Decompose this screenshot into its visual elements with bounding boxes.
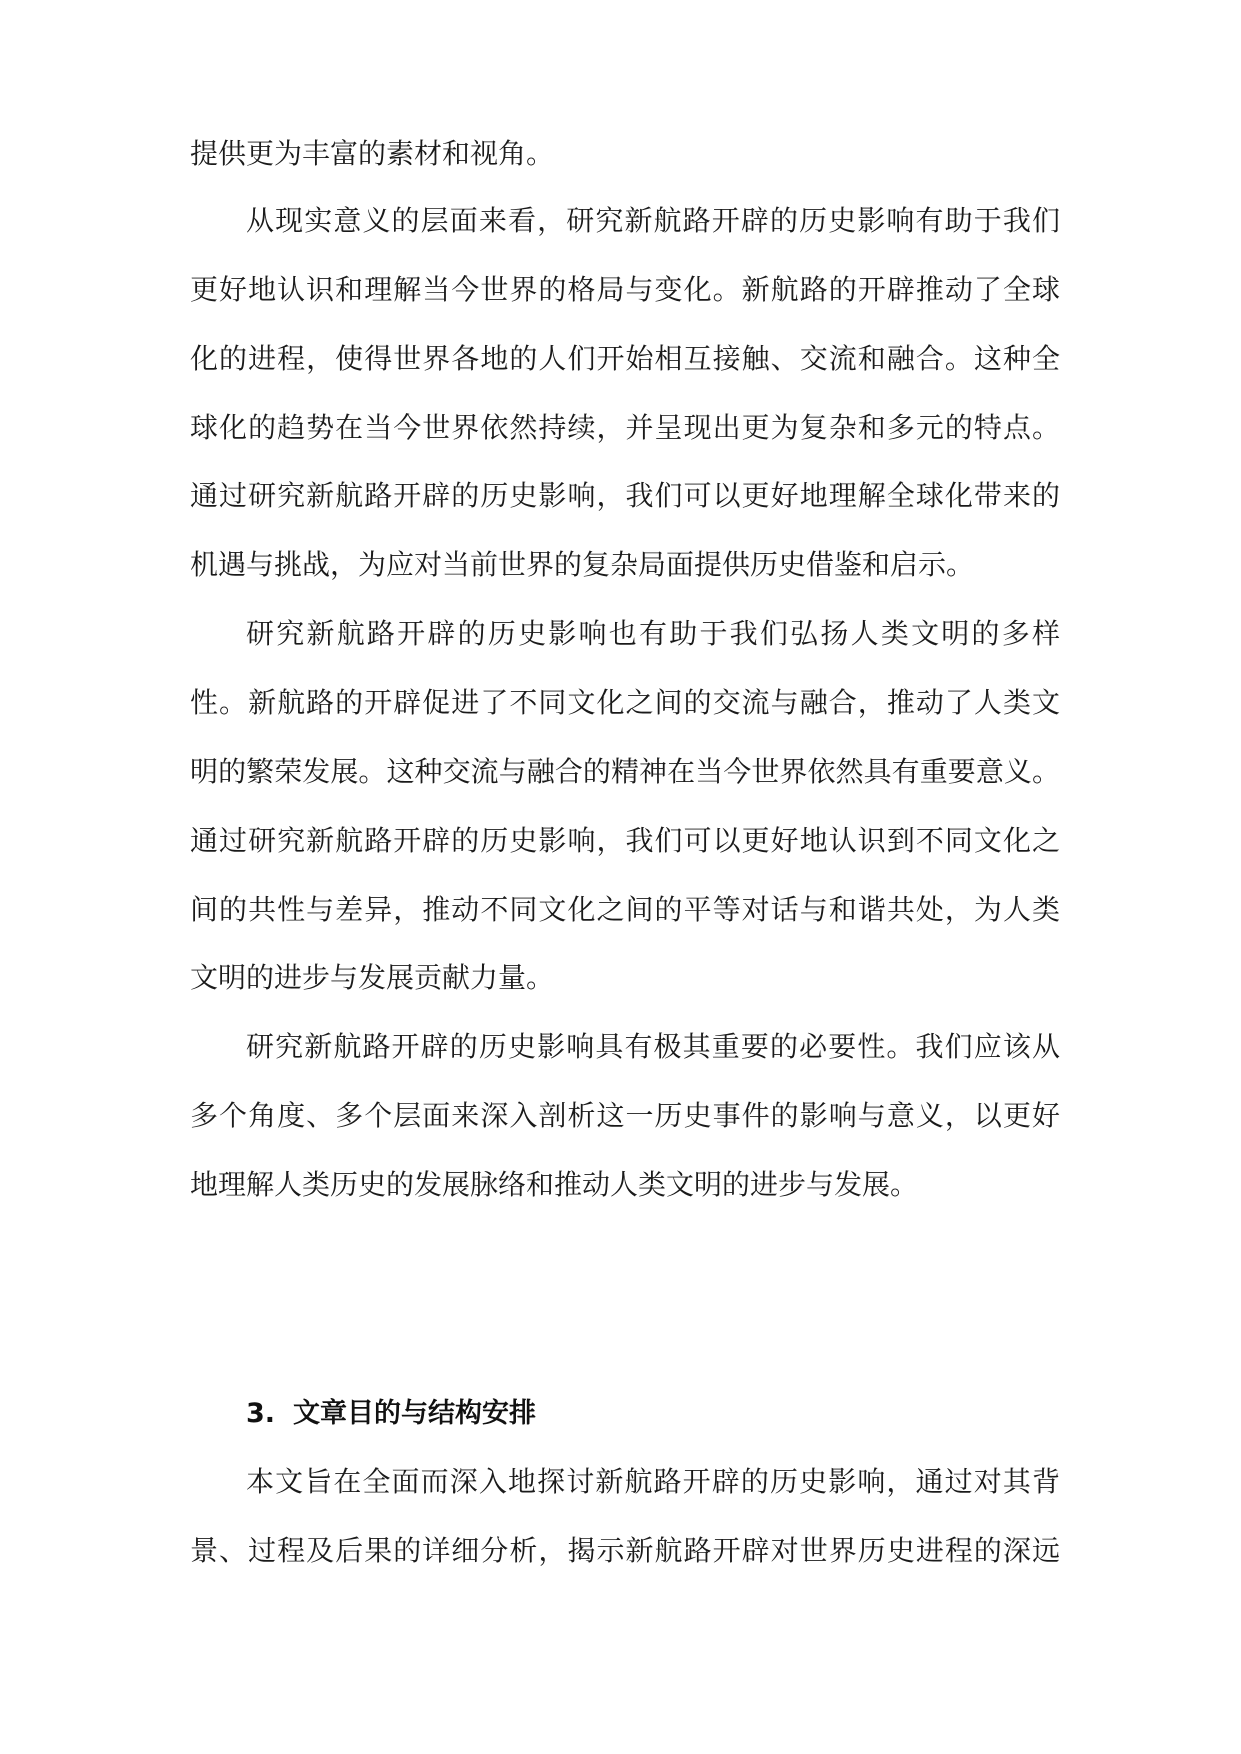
section-title: 文章目的与结构安排 <box>293 1398 537 1429</box>
text-line: 机遇与挑战，为应对当前世界的复杂局面提供历史借鉴和启示。 <box>190 548 975 581</box>
text-line: 间的共性与差异，推动不同文化之间的平等对话与和谐共处，为人类 <box>190 893 1060 926</box>
text-line: 性。新航路的开辟促进了不同文化之间的交流与融合，推动了人类文 <box>190 686 1060 719</box>
text-line: 通过研究新航路开辟的历史影响，我们可以更好地理解全球化带来的 <box>190 479 1060 512</box>
text-line: 文明的进步与发展贡献力量。 <box>190 961 555 994</box>
section-number: 3. <box>246 1398 276 1429</box>
text-line: 多个角度、多个层面来深入剖析这一历史事件的影响与意义，以更好 <box>190 1099 1060 1132</box>
text-line: 景、过程及后果的详细分析，揭示新航路开辟对世界历史进程的深远 <box>190 1534 1060 1567</box>
text-line: 球化的趋势在当今世界依然持续，并呈现出更为复杂和多元的特点。 <box>190 411 1060 444</box>
text-line: 研究新航路开辟的历史影响具有极其重要的必要性。我们应该从 <box>246 1030 1060 1063</box>
text-line: 化的进程，使得世界各地的人们开始相互接触、交流和融合。这种全 <box>190 342 1060 375</box>
text-line: 从现实意义的层面来看，研究新航路开辟的历史影响有助于我们 <box>246 204 1060 237</box>
section-heading <box>246 1394 536 1434</box>
text-line: 更好地认识和理解当今世界的格局与变化。新航路的开辟推动了全球 <box>190 273 1060 306</box>
text-line: 提供更为丰富的素材和视角。 <box>190 137 555 170</box>
text-line: 地理解人类历史的发展脉络和推动人类文明的进步与发展。 <box>190 1168 919 1201</box>
text-line: 通过研究新航路开辟的历史影响，我们可以更好地认识到不同文化之 <box>190 824 1060 857</box>
text-line: 明的繁荣发展。这种交流与融合的精神在当今世界依然具有重要意义。 <box>190 755 1060 788</box>
text-line: 研究新航路开辟的历史影响也有助于我们弘扬人类文明的多样 <box>246 617 1060 650</box>
text-line: 本文旨在全面而深入地探讨新航路开辟的历史影响，通过对其背 <box>246 1465 1060 1498</box>
